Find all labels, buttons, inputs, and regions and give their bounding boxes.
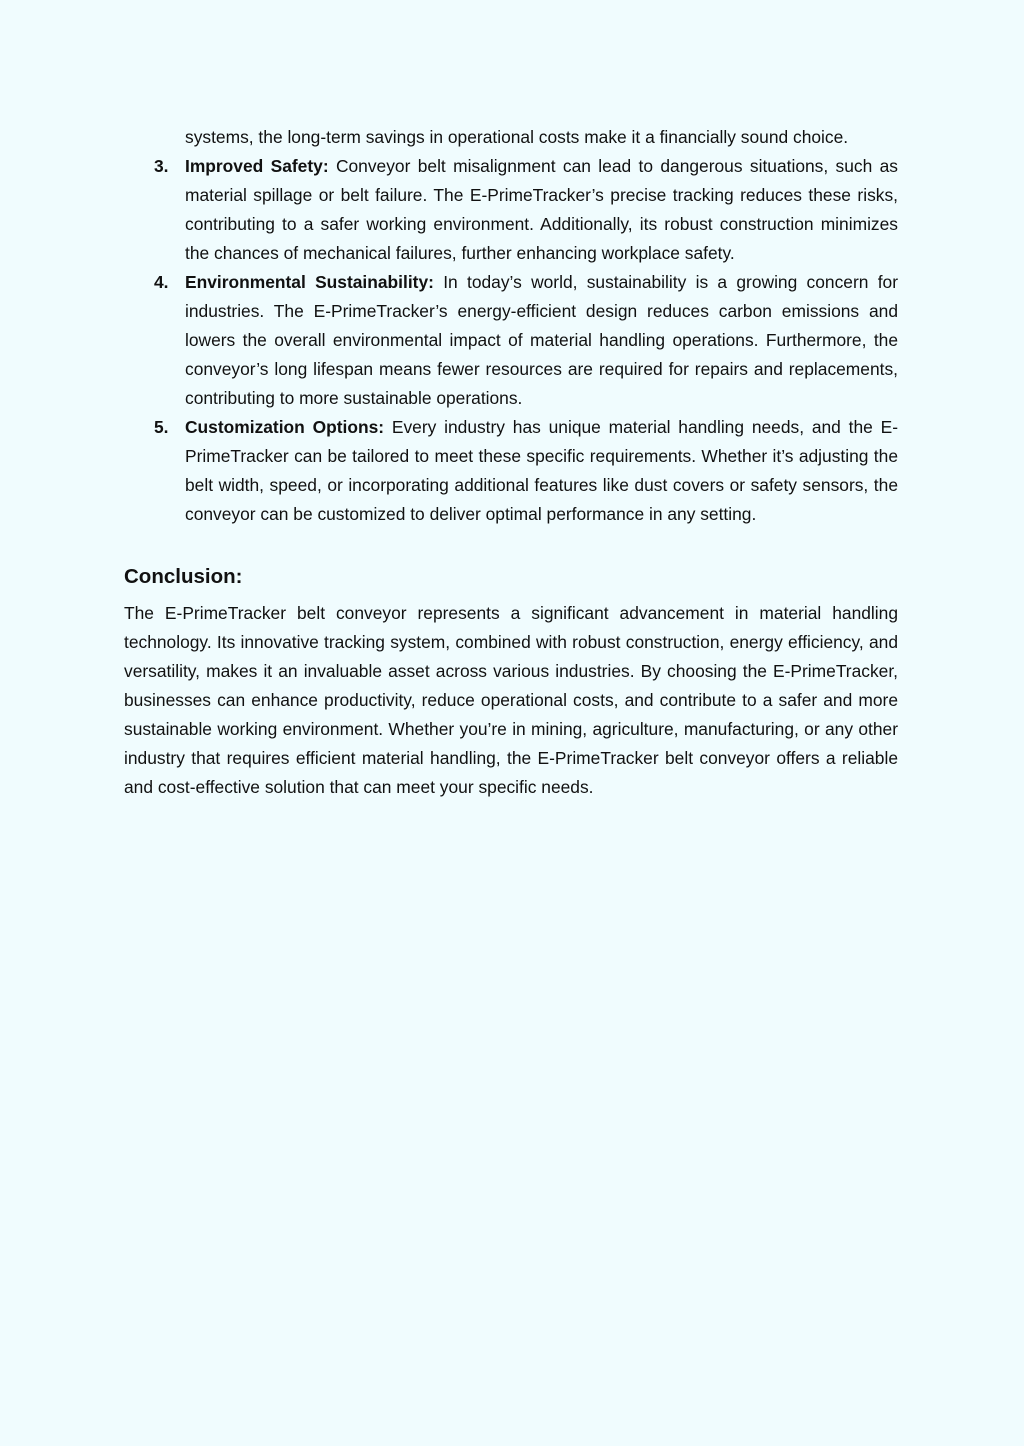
conclusion-paragraph: The E-PrimeTracker belt conveyor represents a significant advancement in material handling technology. Its innovative tracking system, combined with robust construction, energy efficiency, and versatility, makes it an invaluable asset across various industries. By choosing the E-PrimeTracker, businesses can enhance productivity, reduce operational costs, and contribute to a safer and more sustainable working environment. Whether you’re in mining, agriculture, manufacturing, or any other industry that requires efficient material handling, the E-PrimeTracker belt conveyor offers a reliable and cost-effective solution that can meet your specific needs. xyxy=(124,603,898,797)
list-item-improved-safety xyxy=(124,152,898,268)
list-item-term: Improved Safety: xyxy=(185,156,329,176)
list-item-number: 5. xyxy=(154,417,169,437)
list-item-number: 3. xyxy=(154,156,169,176)
list-item-term: Customization Options: xyxy=(185,417,385,437)
list-item-customization-options xyxy=(124,413,898,529)
list-item-term: Environmental Sustainability: xyxy=(185,272,434,292)
list-item-number: 4. xyxy=(154,272,169,292)
list-item-text: In today’s world, sustainability is a growing concern for industries. The E-PrimeTracker’s energy-efficient design reduces carbon emissions and lowers the overall environmental impact of material handling operations. Furthermore, the conveyor’s long lifespan means fewer resources are required for repairs and replacements, contributing to more sustainable operations. xyxy=(185,272,898,408)
conclusion-heading: Conclusion: xyxy=(124,565,243,588)
list-item-text: Conveyor belt misalignment can lead to dangerous situations, such as material spillage or belt failure. The E-PrimeTracker’s precise tracking reduces these risks, contributing to a safer working environment. Additionally, its robust construction minimizes the chances of mechanical failures, further enhancing workplace safety. xyxy=(185,156,898,263)
previous-item-continuation: systems, the long-term savings in operational costs make it a financially sound choice. xyxy=(185,127,849,147)
benefits-list xyxy=(124,152,898,529)
list-item-environmental-sustainability xyxy=(124,268,898,413)
page-content xyxy=(124,123,898,802)
list-item-text: Every industry has unique material handling needs, and the E-PrimeTracker can be tailored to meet these specific requirements. Whether it’s adjusting the belt width, speed, or incorporating additional features like dust covers or safety sensors, the conveyor can be customized to deliver optimal performance in any setting. xyxy=(185,417,898,524)
